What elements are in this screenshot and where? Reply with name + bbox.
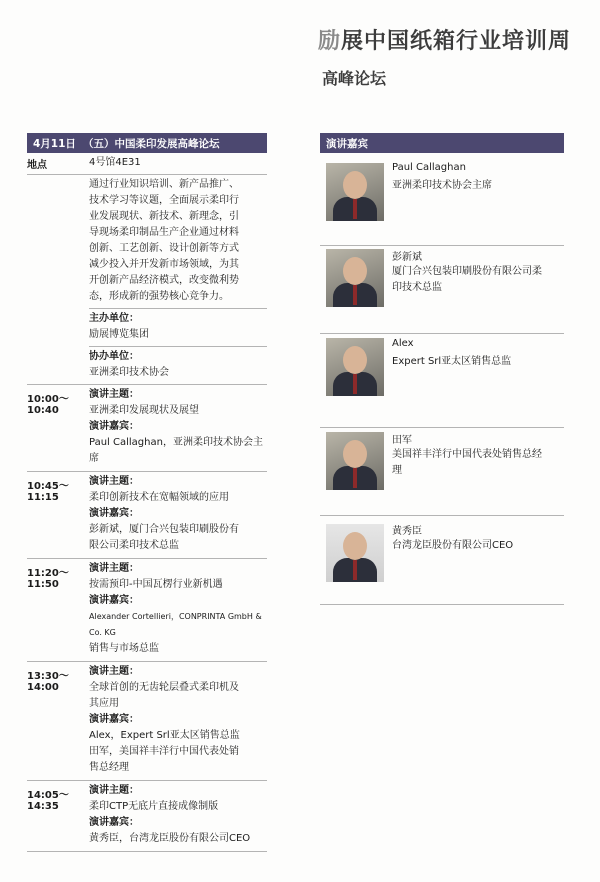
session-time: 11:20～11:50 [27,568,69,590]
session-list [27,385,267,852]
topic-label: 演讲主题： [89,666,139,677]
session-details [89,561,267,657]
session-topic: 柔印CTP无底片直接成像制版 [89,801,219,812]
page-title [318,24,571,55]
coorganizer-label: 协办单位： [89,351,139,362]
speaker-photo [326,249,384,307]
intro-line: 态，形成新的强势核心竞争力。 [89,291,229,302]
schedule-heading: （五）中国柔印发展高峰论坛 [83,137,220,150]
speaker-photo-face [343,346,367,374]
session-row [27,559,267,662]
page-title-first-char: 励 [318,29,342,54]
speaker-card [320,516,564,605]
location-row [27,153,267,175]
session-guest: 田军，美国祥丰洋行中国代表处销 [89,746,239,757]
speaker-title [392,447,564,479]
session-time: 13:30～14:00 [27,671,69,693]
guest-label: 演讲嘉宾： [89,508,139,519]
speaker-photo-face [343,532,367,560]
session-topic: 亚洲柔印发展现状及展望 [89,405,199,416]
speaker-title-line: Expert Srl亚太区销售总监 [392,356,512,367]
organizer-value: 励展博览集团 [89,329,149,340]
speaker-title-line: 厦门合兴包装印刷股份有限公司柔 [392,266,542,277]
intro-text [89,175,267,309]
speaker-photo [326,524,384,582]
speakers-column [320,133,564,605]
speaker-photo-face [343,440,367,468]
speaker-photo [326,163,384,221]
schedule-date: 4月11日 [33,137,76,150]
topic-label: 演讲主题： [89,476,139,487]
speaker-list [320,153,564,605]
session-details [89,783,267,847]
page-title-rest: 展中国纸箱行业培训周 [341,29,572,54]
session-guest: 销售与市场总监 [89,643,159,654]
schedule-header [27,133,267,153]
coorganizer-block [89,347,267,384]
session-guest: 限公司柔印技术总监 [89,540,179,551]
intro-row [27,175,267,384]
session-details [89,474,267,554]
session-time: 10:45～11:15 [27,481,69,503]
speaker-photo-tie [353,374,357,394]
session-topic: 全球首创的无齿轮层叠式柔印机及 [89,682,239,693]
location-value: 4号馆4E31 [89,157,141,168]
speaker-photo [326,432,384,490]
session-row [27,781,267,852]
session-topic: 其应用 [89,698,119,709]
intro-line: 导现场柔印制品生产企业通过材料 [89,227,239,238]
speaker-card [320,428,564,516]
speaker-name: 彭新斌 [392,252,422,263]
intro-line: 业发展现状、新技术、新理念，引 [89,211,239,222]
speaker-title-line: 亚洲柔印技术协会主席 [392,180,492,191]
intro-line: 开创新产品经济模式，改变微利势 [89,275,239,286]
speaker-title-line: 理 [392,465,402,476]
location-label: 地点 [27,160,47,171]
session-guest: 彭新斌，厦门合兴包装印刷股份有 [89,524,239,535]
speaker-card [320,153,564,246]
guest-label: 演讲嘉宾： [89,714,139,725]
session-guest: 售总经理 [89,762,129,773]
speaker-photo-tie [353,285,357,305]
session-guest: 黄秀臣，台湾龙臣股份有限公司CEO [89,833,251,844]
page-subtitle: 高峰论坛 [322,69,387,88]
speaker-name: 田军 [392,435,412,446]
intro-line: 创新、工艺创新、设计创新等方式 [89,243,239,254]
schedule-column [27,133,267,852]
speaker-name: 黄秀臣 [392,526,422,537]
session-guest: Alexander Cortellieri，CONPRINTA GmbH & Co. KG [89,612,262,637]
intro-line: 通过行业知识培训、新产品推广、 [89,179,239,190]
topic-label: 演讲主题： [89,785,139,796]
speaker-name: Paul Callaghan [392,162,466,173]
speaker-title [392,178,564,194]
speaker-title-line: 印技术总监 [392,282,442,293]
session-time: 14:05～14:35 [27,790,69,812]
speaker-title [392,538,564,554]
speaker-photo [326,338,384,396]
guest-label: 演讲嘉宾： [89,817,139,828]
intro-line: 减少投入并开发新市场领域，为其 [89,259,239,270]
speaker-title [392,354,564,370]
session-topic: 按需预印-中国瓦楞行业新机遇 [89,579,223,590]
organizer-label: 主办单位： [89,313,139,324]
speakers-header: 演讲嘉宾 [320,133,564,153]
speaker-name: Alex [392,338,414,349]
speaker-photo-tie [353,199,357,219]
session-guest: Paul Callaghan，亚洲柔印技术协会主席 [89,437,263,464]
session-topic: 柔印创新技术在宽幅领域的应用 [89,492,229,503]
speaker-photo-tie [353,468,357,488]
topic-label: 演讲主题： [89,389,139,400]
guest-label: 演讲嘉宾： [89,421,139,432]
session-details [89,664,267,776]
speaker-card [320,246,564,334]
session-details [89,387,267,467]
speaker-title [392,264,564,296]
session-row [27,472,267,559]
topic-label: 演讲主题： [89,563,139,574]
session-time: 10:00～10:40 [27,394,69,416]
speaker-card [320,334,564,428]
speaker-title-line: 美国祥丰洋行中国代表处销售总经 [392,449,542,460]
session-row [27,385,267,472]
session-guest: Alex，Expert Srl亚太区销售总监 [89,730,240,741]
organizer-block [89,309,267,347]
intro-line: 技术学习等议题，全面展示柔印行 [89,195,239,206]
speaker-photo-face [343,257,367,285]
guest-label: 演讲嘉宾： [89,595,139,606]
speaker-photo-face [343,171,367,199]
coorganizer-value: 亚洲柔印技术协会 [89,367,169,378]
session-row [27,662,267,781]
speaker-photo-tie [353,560,357,580]
speaker-title-line: 台湾龙臣股份有限公司CEO [392,540,514,551]
